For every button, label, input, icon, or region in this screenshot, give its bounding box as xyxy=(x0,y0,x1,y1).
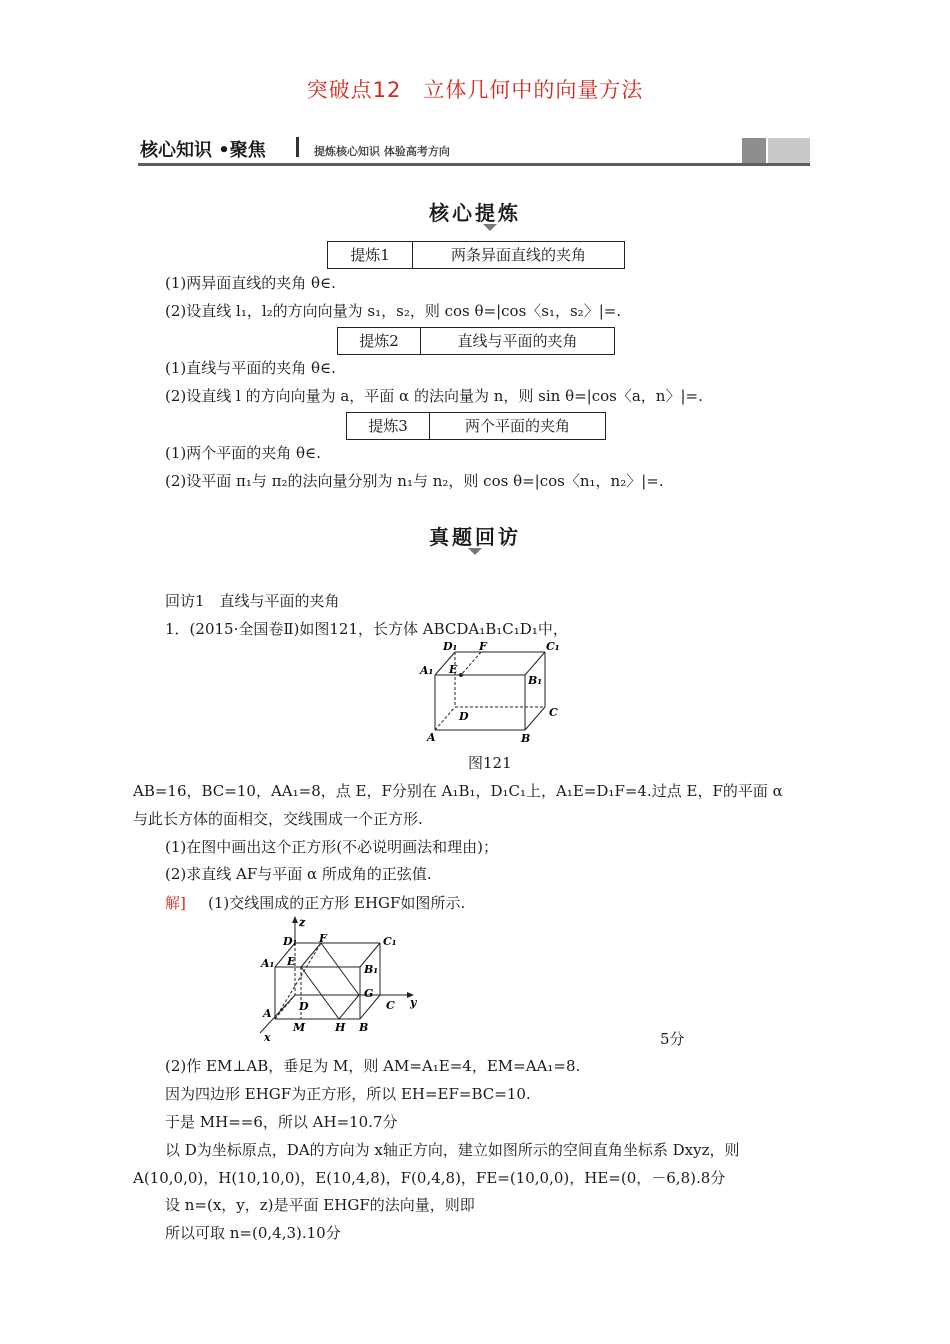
text-line: 1．(2015·全国卷Ⅱ)如图121，长方体 ABCDA₁B₁C₁D₁中， xyxy=(165,620,568,638)
fig1-label: D₁ xyxy=(443,640,458,653)
text-line: (2)作 EM⊥AB，垂足为 M，则 AM=A₁E=4，EM=AA₁=8. xyxy=(165,1057,581,1075)
fig2-label: B xyxy=(359,1021,369,1034)
topic-box-1 xyxy=(327,241,625,269)
text-line: (1)交线围成的正方形 EHGF如图所示. xyxy=(208,894,466,912)
score-marker: 5分 xyxy=(660,1030,685,1048)
fig1-label: C₁ xyxy=(546,640,560,653)
banner-divider xyxy=(296,137,299,157)
text-line: (1)直线与平面的夹角 θ∈. xyxy=(165,359,336,377)
text-line: 设 n=(x，y，z)是平面 EHGF的法向量，则即 xyxy=(165,1196,475,1214)
topic-box-3 xyxy=(346,412,606,440)
fig2-label: B₁ xyxy=(364,963,379,976)
banner-subtitle: 提炼核心知识 体验高考方向 xyxy=(314,145,450,158)
topic-box-label: 提炼2 xyxy=(338,328,421,354)
fig2-label: F xyxy=(319,932,327,945)
figure-caption: 图121 xyxy=(468,754,512,772)
text-line: AB=16，BC=10，AA₁=8，点 E，F分别在 A₁B₁，D₁C₁上，A₁E=D₁F=4.过点 E，F的平面 α xyxy=(133,782,783,800)
text-line: (2)设平面 π₁与 π₂的法向量分别为 n₁与 n₂，则 cos θ=|cos〈n₁，n₂〉|=. xyxy=(165,472,664,490)
text-line: A(10,0,0)，H(10,10,0)，E(10,4,8)，F(0,4,8)，FE=(10,0,0)，HE=(0，－6,8).8分 xyxy=(133,1169,726,1187)
topic-box-text: 两个平面的夹角 xyxy=(464,417,570,435)
text-line: 于是 MH==6，所以 AH=10.7分 xyxy=(165,1113,398,1131)
down-triangle-icon xyxy=(483,224,497,231)
text-line: (1)在图中画出这个正方形(不必说明画法和理由)； xyxy=(165,838,498,856)
text-line: (2)设直线 l 的方向向量为 a，平面 α 的法向量为 n，则 sin θ=|cos〈a，n〉|=. xyxy=(165,387,703,405)
topic-box-text: 直线与平面的夹角 xyxy=(457,332,578,350)
solution-tag: 解] xyxy=(165,894,186,912)
text-line: (2)求直线 AF与平面 α 所成角的正弦值. xyxy=(165,865,432,883)
fig1-label: C xyxy=(549,706,558,719)
section-banner xyxy=(138,134,810,166)
down-triangle-icon xyxy=(468,548,482,555)
banner-underline xyxy=(138,163,810,166)
text-line: (1)两异面直线的夹角 θ∈. xyxy=(165,274,336,292)
fig1-label: F xyxy=(479,640,487,653)
fig2-label: M xyxy=(293,1021,306,1034)
banner-block-dark xyxy=(742,138,766,163)
fig2-label: A xyxy=(263,1007,272,1020)
section-heading-review: 真题回访 xyxy=(429,525,521,549)
document-title: 突破点12 立体几何中的向量方法 xyxy=(306,78,644,102)
fig2-label: G xyxy=(364,987,374,1000)
fig2-label: D₁ xyxy=(283,935,298,948)
fig1-label: A₁ xyxy=(420,664,434,677)
topic-box-2 xyxy=(337,327,615,355)
banner-block-light xyxy=(768,138,810,163)
fig1-label: B xyxy=(521,732,531,745)
fig2-label: z xyxy=(299,916,306,929)
text-line: 与此长方体的面相交，交线围成一个正方形. xyxy=(133,810,423,828)
text-line: (2)设直线 l₁，l₂的方向向量为 s₁，s₂，则 cos θ=|cos〈s₁，s₂〉|=. xyxy=(165,302,622,320)
text-line: 回访1 直线与平面的夹角 xyxy=(165,592,340,610)
fig1-label: A xyxy=(427,731,436,744)
figure-solution xyxy=(255,915,425,1043)
fig1-label: E xyxy=(449,663,458,676)
section-heading-core: 核心提炼 xyxy=(429,201,521,225)
fig2-label: H xyxy=(335,1021,346,1034)
topic-box-label: 提炼3 xyxy=(347,413,430,439)
text-line: 因为四边形 EHGF为正方形，所以 EH=EF=BC=10. xyxy=(165,1085,531,1103)
topic-box-label: 提炼1 xyxy=(328,242,413,268)
fig2-label: y xyxy=(410,996,417,1009)
text-line: 以 D为坐标原点，DA的方向为 x轴正方向，建立如图所示的空间直角坐标系 Dxyz，则 xyxy=(165,1141,740,1159)
text-line: (1)两个平面的夹角 θ∈. xyxy=(165,444,321,462)
fig1-label: D xyxy=(459,710,469,723)
topic-box-text: 两条异面直线的夹角 xyxy=(450,246,586,264)
banner-heading: 核心知识 •聚焦 xyxy=(140,140,266,161)
fig2-label: A₁ xyxy=(261,957,275,970)
fig2-label: C₁ xyxy=(383,935,397,948)
figure-cuboid xyxy=(415,640,575,750)
fig2-label: D xyxy=(299,1000,309,1013)
fig1-label: B₁ xyxy=(528,674,543,687)
fig2-label: C xyxy=(386,999,395,1012)
text-line: 所以可取 n=(0,4,3).10分 xyxy=(165,1224,341,1242)
fig2-label: x xyxy=(264,1031,271,1043)
fig2-label: E xyxy=(287,955,296,968)
